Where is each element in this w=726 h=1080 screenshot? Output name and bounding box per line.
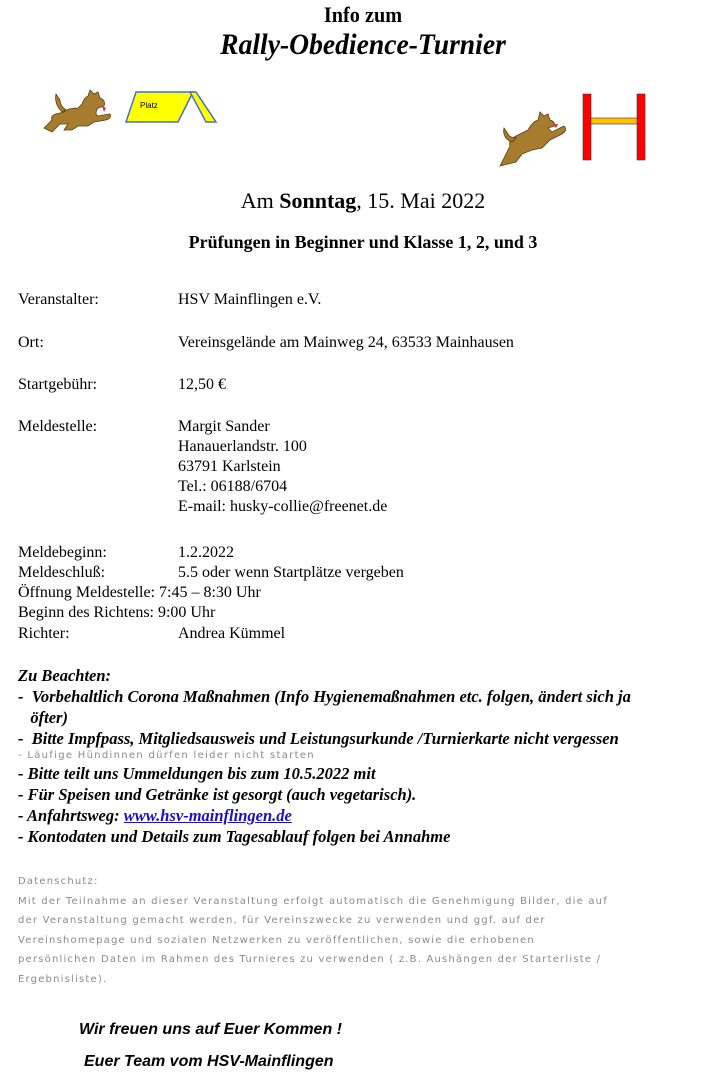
privacy-heading: Datenschutz: <box>18 876 99 887</box>
tunnel-label: Platz <box>140 101 158 110</box>
note-changes: - Bitte teilt uns Ummeldungen bis zum 10.5.2022 mit <box>18 764 376 783</box>
closing-greeting: Wir freuen uns auf Euer Kommen ! <box>79 1021 342 1038</box>
note-corona-cont: öfter) <box>18 708 68 727</box>
privacy-line: persönlichen Daten im Rahmen des Turnieres zu verwenden ( z.B. Aushängen der Starterliste / <box>18 954 602 965</box>
dog-tunnel-illustration <box>38 86 218 136</box>
detail-row-fee: Startgebühr: 12,50 € <box>18 376 226 393</box>
running-dog-icon <box>44 90 111 132</box>
dog-hurdle-illustration <box>494 92 654 172</box>
contact-street: Hanauerlandstr. 100 <box>178 438 307 455</box>
event-date: Am Sonntag, 15. Mai 2022 <box>240 188 486 213</box>
exam-classes: Prüfungen in Beginner und Klasse 1, 2, und 3 <box>188 232 538 252</box>
privacy-line: Vereinshomepage und sozialen Netzwerken zu veröffentlichen, sowie die erhobenen <box>18 934 535 946</box>
website-link[interactable]: www.hsv-mainflingen.de <box>123 806 292 825</box>
notes-section <box>18 665 631 847</box>
privacy-line: Mit der Teilnahme an dieser Veranstaltung erfolgt automatisch die Genehmigung Bilder, die auf <box>18 895 608 907</box>
detail-row-location: Ort: Vereinsgelände am Mainweg 24, 63533 Mainhausen <box>18 334 514 351</box>
note-documents: - Bitte Impfpass, Mitgliedsausweis und Leistungsurkunde /Turnierkarte nicht vergessen <box>18 729 619 748</box>
privacy-line: Ergebnisliste). <box>18 973 108 985</box>
schedule-row-judging-start: Beginn des Richtens: 9:00 Uhr <box>18 604 216 621</box>
schedule-row-start: Meldebeginn: 1.2.2022 <box>18 544 234 561</box>
contact-email: E-mail: husky-collie@freenet.de <box>178 498 388 515</box>
note-corona: - Vorbehaltlich Corona Maßnahmen (Info Hygienemaßnahmen etc. folgen, ändert sich ja <box>18 687 631 706</box>
title-event-name: Rally-Obedience-Turnier <box>220 28 506 61</box>
closing-signature: Euer Team vom HSV-Mainflingen <box>84 1053 334 1070</box>
schedule-row-judge: Richter: Andrea Kümmel <box>18 625 286 642</box>
schedule-row-deadline: Meldeschluß: 5.5 oder wenn Startplätze vergeben <box>18 564 404 581</box>
contact-phone: Tel.: 06188/6704 <box>178 478 288 495</box>
note-food: - Für Speisen und Getränke ist gesorgt (auch vegetarisch). <box>18 785 417 804</box>
jumping-dog-icon <box>500 112 566 166</box>
contact-name: Margit Sander <box>178 418 270 435</box>
hurdle-icon <box>583 94 645 160</box>
privacy-line: der Veranstaltung gemacht werden, für Vereinszwecke zu verwenden und ggf. auf der <box>18 915 546 926</box>
note-females-in-heat: - Läufige Hündinnen dürfen leider nicht starten <box>18 750 315 761</box>
notes-heading: Zu Beachten: <box>18 666 112 685</box>
contact-city: 63791 Karlstein <box>178 458 281 475</box>
schedule-row-office-hours: Öffnung Meldestelle: 7:45 – 8:30 Uhr <box>18 584 261 601</box>
note-directions: - Anfahrtsweg: www.hsv-mainflingen.de <box>18 806 292 825</box>
note-bank-details: - Kontodaten und Details zum Tagesablauf folgen bei Annahme <box>18 827 451 846</box>
detail-row-registration-office: Meldestelle: Margit Sander Hanauerlandstr. 100 63791 Karlstein Tel.: 06188/6704 E-mail: husky-collie@freenet.de <box>18 418 388 515</box>
title-info-zum: Info zum <box>323 2 403 27</box>
detail-row-organizer: Veranstalter: HSV Mainflingen e.V. <box>18 291 322 308</box>
privacy-section <box>18 872 718 989</box>
